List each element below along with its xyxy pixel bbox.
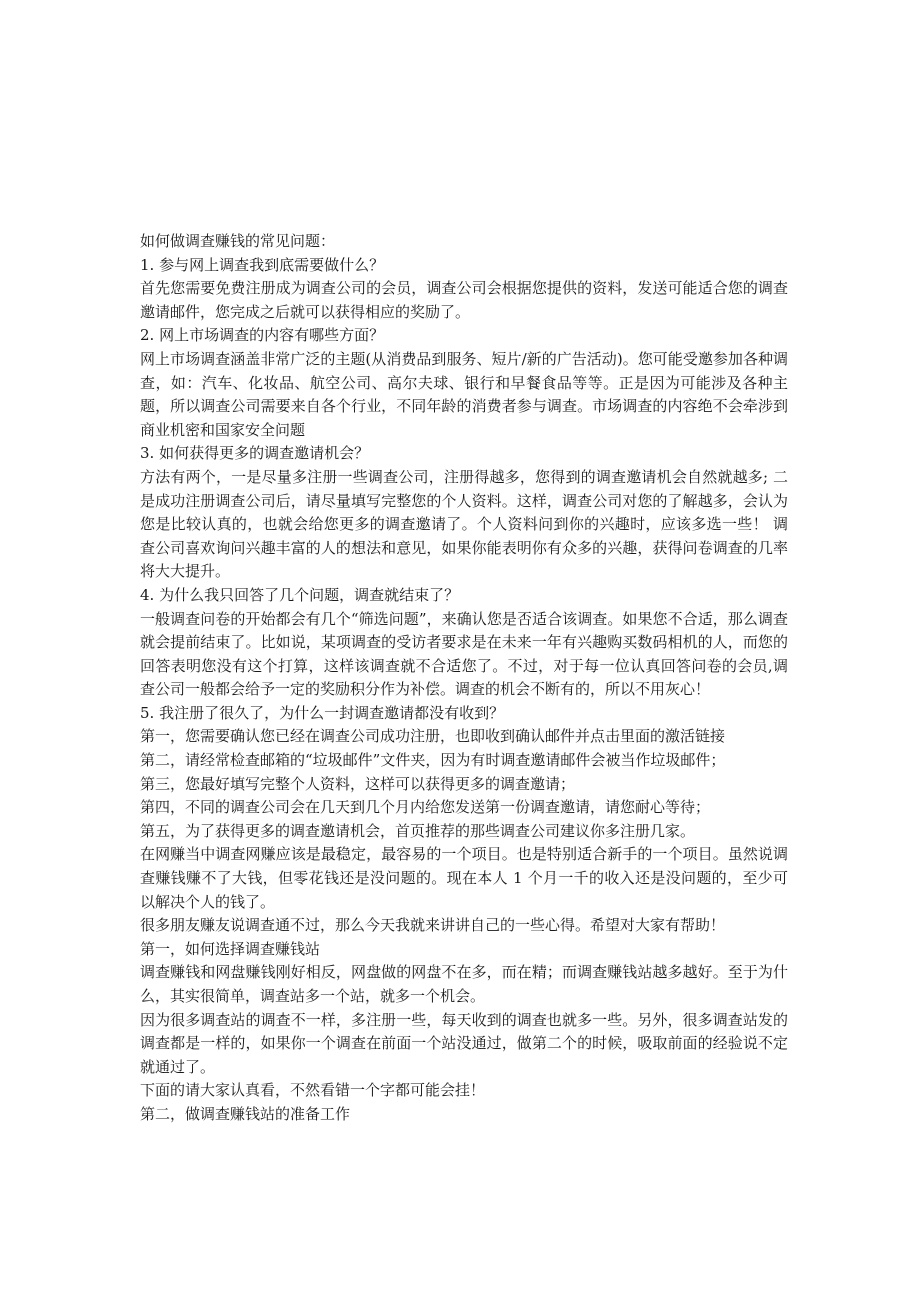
question-heading: 1. 参与网上调查我到底需要做什么？ xyxy=(140,255,385,274)
body-paragraph: 下面的请大家认真看，不然看错一个字都可能会挂！ xyxy=(140,1081,486,1100)
answer-line: 第三，您最好填写完整个人资料，这样可以获得更多的调查邀请； xyxy=(140,774,576,793)
document-title: 如何做调查赚钱的常见问题： xyxy=(140,232,336,250)
body-paragraph: 调查赚钱和网盘赚钱刚好相反，网盘做的网盘不在多，而在精；而调查赚钱站越多越好。至于为什么，其实很简单，调查站多一个站，就多一个机会。 xyxy=(140,963,788,1005)
body-paragraph: 很多朋友赚友说调查通不过，那么今天我就来讲讲自己的一些心得。希望对大家有帮助！ xyxy=(140,916,726,935)
question-heading: 2. 网上市场调查的内容有哪些方面？ xyxy=(140,326,385,345)
question-heading: 4. 为什么我只回答了几个问题，调查就结束了？ xyxy=(140,585,460,604)
answer-line: 第一，您需要确认您已经在调查公司成功注册，也即收到确认邮件并点击里面的激活链接 xyxy=(140,727,726,746)
answer-paragraph: 方法有两个，一是尽量多注册一些调查公司，注册得越多，您得到的调查邀请机会自然就越多; 二是成功注册调查公司后，请尽量填写完整您的个人资料。这样，调查公司对您的了解越多，会认为您是比较认真的，也就会给您更多的调查邀请了。个人资料问到你的兴趣时，应该多选一些！ 调查公司喜欢询问兴趣丰富的人的想法和意见，如果你能表明你有众多的兴趣，获得问卷调查的几率将大大提升。 xyxy=(140,467,788,581)
answer-paragraph: 网上市场调查涵盖非常广泛的主题(从消费品到服务、短片/新的广告活动)。您可能受邀参加各种调查，如：汽车、化妆品、航空公司、高尔夫球、银行和早餐食品等等。正是因为可能涉及各种主题，所以调查公司需要来自各个行业，不同年龄的消费者参与调查。市场调查的内容绝不会牵涉到商业机密和国家安全问题 xyxy=(140,349,788,439)
answer-line: 第四，不同的调查公司会在几天到几个月内给您发送第一份调查邀请，请您耐心等待； xyxy=(140,798,711,817)
document-body xyxy=(140,230,788,1127)
answer-line: 第二，请经常检查邮箱的“垃圾邮件”文件夹，因为有时调查邀请邮件会被当作垃圾邮件； xyxy=(140,751,726,770)
answer-paragraph: 一般调查问卷的开始都会有几个“筛选问题”，来确认您是否适合该调查。如果您不合适，那么调查就会提前结束了。比如说，某项调查的受访者要求是在未来一年有兴趣购买数码相机的人，而您的回答表明您没有这个打算，这样该调查就不合适您了。不过，对于每一位认真回答问卷的会员,调查公司一般都会给予一定的奖励积分作为补偿。调查的机会不断有的，所以不用灰心！ xyxy=(140,609,788,699)
question-heading: 5. 我注册了很久了，为什么一封调查邀请都没有收到？ xyxy=(140,703,505,722)
body-paragraph: 因为很多调查站的调查不一样，多注册一些，每天收到的调查也就多一些。另外，很多调查站发的调查都是一样的，如果你一个调查在前面一个站没通过，做第二个的时候，吸取前面的经验说不定就通过了。 xyxy=(140,1010,788,1076)
section-heading: 第二，做调查赚钱站的准备工作 xyxy=(140,1104,351,1123)
answer-line: 第五，为了获得更多的调查邀请机会，首页推荐的那些调查公司建议你多注册几家。 xyxy=(140,821,696,840)
question-heading: 3. 如何获得更多的调查邀请机会？ xyxy=(140,444,370,463)
answer-paragraph: 首先您需要免费注册成为调查公司的会员，调查公司会根据您提供的资料，发送可能适合您的调查邀请邮件，您完成之后就可以获得相应的奖励了。 xyxy=(140,279,788,321)
body-paragraph: 在网赚当中调查网赚应该是最稳定，最容易的一个项目。也是特别适合新手的一个项目。虽然说调查赚钱赚不了大钱，但零花钱还是没问题的。现在本人 1 个月一千的收入还是没问题的，至少可以解决个人的钱了。 xyxy=(140,845,788,911)
section-heading: 第一，如何选择调查赚钱站 xyxy=(140,939,321,958)
